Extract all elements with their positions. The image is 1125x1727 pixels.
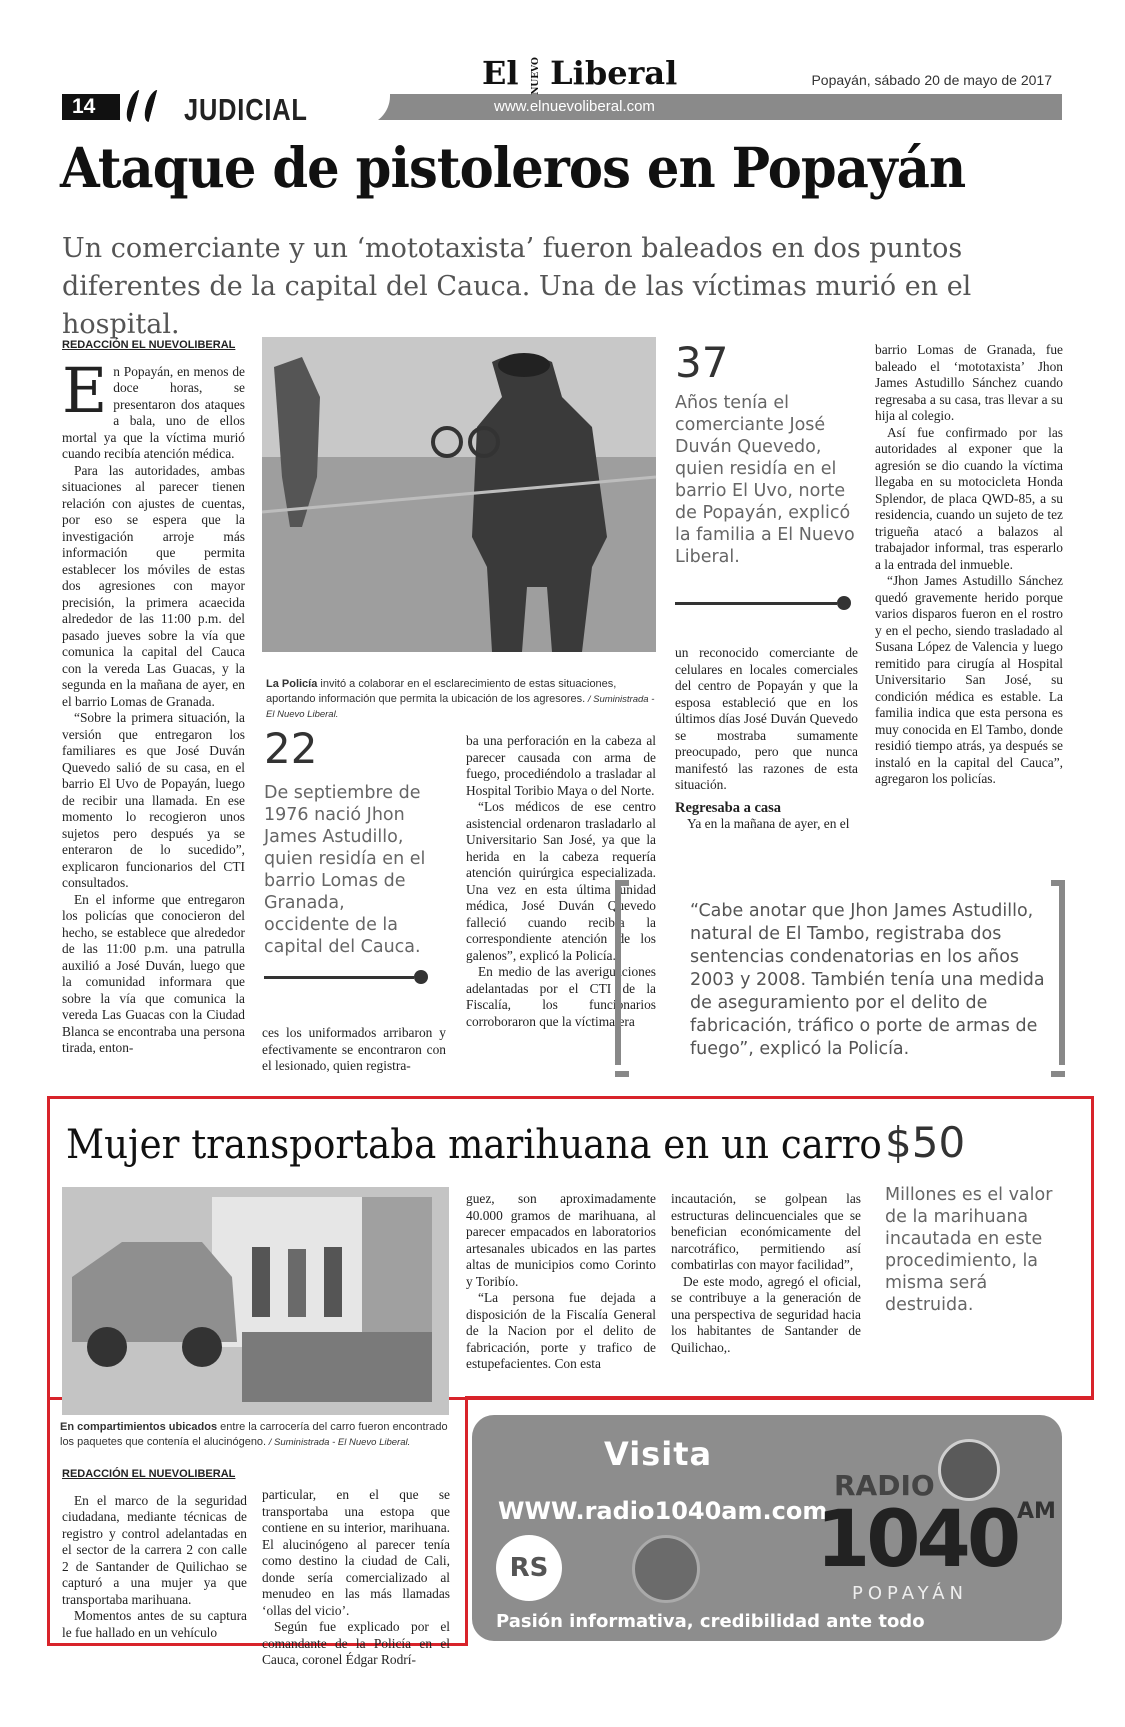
paragraph: ces los uniformados arribaron y efectivamente se encontraron con el lesionado, quien registra- [262, 1025, 446, 1073]
fact-number: 37 [675, 338, 729, 387]
photo-caption [60, 1420, 460, 1450]
article1-column-5 [875, 342, 1063, 850]
newspaper-logo [482, 54, 678, 95]
article2-column-2 [262, 1487, 450, 1667]
article1-column-4 [675, 645, 858, 860]
article1-column-1 [62, 337, 245, 1077]
fact-number: 22 [264, 724, 318, 773]
pull-quote: “Cabe anotar que Jhon James Astudillo, natural de El Tambo, registraba dos sentencias condenatorias en los años 2003 y 2008. También tenía una medida de aseguramiento por el delito de fabricación, tráfico o porte de armas de fuego”, explicó la Policía. [690, 901, 1045, 1059]
paragraph: “La persona fue dejada a disposición de la Fiscalía General de la Nacion por el delito de fabricación, porte y trafico de estupefacientes. Con esta [466, 1290, 656, 1371]
article2-column-3 [466, 1191, 656, 1386]
fact-dot [414, 970, 428, 984]
caption-credit: / Suministrada - El Nuevo Liberal. [266, 1437, 411, 1448]
byline: REDACCIÓN EL NUEVOLIBERAL [62, 1468, 236, 1480]
section-label: JUDICIAL [184, 92, 308, 127]
paragraph: “Sobre la primera situación, la versión que entregaron los familiares es que José Duván Quevedo salió de su casa, en el barrio El Uvo de Popayán, luego de recibir una llamada. En ese momento lo recogieron unos sujetos pero después ya se enteraron de lo sucedido”, explicaron funcionarios del CTI consultados. [62, 710, 245, 890]
paragraph: “Jhon James Astudillo Sánchez quedó gravemente herido porque varios disparos fueron en el rostro y en el pecho, siendo trasladado al Susana López de Valencia y luego remitido para cirugía al Hospital Universitario San José, su condición médica es estable. La familia indica que esta persona es muy conocida en El Tambo, donde residió tiempo atrás, ya después se instaló en la capital del Cauca”, agregaron los policías. [875, 573, 1063, 786]
police-photo-illustration [262, 337, 656, 652]
dateline: Popayán, sábado 20 de mayo de 2017 [811, 72, 1052, 88]
caption-lead: La Policía [266, 678, 318, 690]
fact-text: Millones es el valor de la marihuana incautada en este procedimiento, la misma será destruida. [885, 1185, 1053, 1315]
caption-text: entre la carrocería del carro fueron encontrado los paquetes que contenía el alucinógeno. [60, 1421, 448, 1448]
drop-cap: E [62, 353, 108, 427]
paragraph: n Popayán, en menos de doce horas, se presentaron dos ataques a bala, uno de ellos mortal ya que la víctima murió cuando recibía atención médica. [62, 363, 245, 461]
photo-caption [266, 677, 656, 722]
ad-url[interactable]: WWW.radio1040am.com [498, 1497, 828, 1525]
paragraph: Ya en la mañana de ayer, en el [687, 816, 850, 831]
article1-column-2 [262, 1025, 446, 1077]
paragraph: ba una perforación en la cabeza al parecer causada con arma de fuego, procediéndolo a trasladar al Hospital Toribio Maya o del Norte. [466, 733, 656, 798]
ad-radio-label: RADIO [834, 1469, 935, 1502]
ad-slogan: Pasión informativa, credibilidad ante todo [496, 1611, 925, 1632]
paragraph: De este modo, agregó el oficial, se contribuye a la generación de una perspectiva de seguridad hacia los habitantes de Santander de Quilichao,. [671, 1273, 861, 1355]
highlight-frame-divider [465, 1396, 1094, 1399]
seizure-photo [62, 1187, 449, 1415]
article2-column-1 [62, 1466, 247, 1641]
factbox-37 [675, 340, 857, 615]
logo-liberal: Liberal [550, 54, 678, 92]
paragraph: incautación, se golpean las estructuras delincuenciales que se benefician económicamente del narcotráfico, permitiendo así combatirlas con mayor facilidad”, [671, 1191, 861, 1272]
radio-advertisement[interactable] [472, 1415, 1062, 1641]
article2-headline: Mujer transportaba marihuana en un carro [66, 1122, 882, 1168]
paragraph: un reconocido comerciante de celulares en locales comerciales del centro de Popayán y que la esposa estableció que en los últimos días José Duván Quevedo se mostraba sumamente preocupado, pero que nunca manifestó las razones de esta situación. [675, 645, 858, 792]
caption-text: invitó a colaborar en el esclarecimiento de estas situaciones, aportando información que permita la ubicación de los agresores. [266, 678, 617, 705]
fact-dot [837, 596, 851, 610]
article-subhead: Un comerciante y un ‘mototaxista’ fueron baleados en dos puntos diferentes de la capital del Cauca. Una de las víctimas murió en el hospital. [62, 233, 972, 340]
paragraph: Para las autoridades, ambas situaciones al parecer tienen relación con ajustes de cuentas, por eso se espera que la investigación arroje más información que permita establecer los móviles de estas dos agresiones con mayor precisión, la primera acaecida alrededor de las 11:00 p.m. del pasado jueves sobre la vía que comunica la capital del Cauca con la vereda Las Guacas, y la segunda en la mañana de ayer, en el barrio Lomas de Granada. [62, 462, 245, 709]
site-url[interactable]: www.elnuevoliberal.com [494, 98, 655, 115]
fact-text: Años tenía el comerciante José Duván Quevedo, quien residía en el barrio El Uvo, norte de Popayán, explicó la familia a El Nuevo Liberal. [675, 393, 855, 567]
paragraph: Así fue confirmado por las autoridades al exponer que la agresión se dio cuando la víctima llegaba en su motocicleta Honda Splendor, de placa QWD-85, a su residencia, cuando un sujeto de tez trigueña atacó a balazos al trabajador informal, tras esperarlo a la entrada del inmueble. [875, 424, 1063, 572]
fact-number: $50 [885, 1118, 966, 1167]
station-emblem-icon [632, 1535, 700, 1603]
fact-rule [675, 602, 837, 605]
logo-el: El [482, 54, 519, 92]
logo-nuevo: NUEVO [530, 56, 541, 95]
caption-lead: En compartimientos ubicados [60, 1421, 218, 1433]
microphone-icon [938, 1439, 1000, 1501]
ad-city: POPAYÁN [852, 1583, 969, 1604]
police-photo [262, 337, 656, 652]
fact-rule [264, 976, 414, 979]
ad-am-label: AM [1017, 1499, 1056, 1524]
paragraph: “Los médicos de ese centro asistencial ordenaron trasladarlo al Universitario San José, ya que la herida en la cabeza requería atención quirúrgica especializada. Una vez en esta última unidad médica, José Duván Quevedo falleció cuando recibía la correspondiente atención de los galenos”, explicó la Policía. [466, 799, 656, 963]
paragraph: Según fue explicado por el comandante de la Policía en el Cauca, coronel Édgar Rodrí- [262, 1619, 450, 1667]
paragraph: En el marco de la seguridad ciudadana, mediante técnicas de registro y control adelantadas en el sector de la carrera 2 con calle 2 de Santander de Quilichao se capturó a una mujer ya que transportaba marihuana. [62, 1492, 247, 1607]
ad-frequency: 1040 [816, 1495, 1018, 1585]
byline: REDACCIÓN EL NUEVOLIBERAL [62, 339, 236, 351]
fact-text: De septiembre de 1976 nació Jhon James Astudillo, quien residía en el barrio Lomas de Granada, occidente de la capital del Cauca. [264, 783, 426, 957]
paragraph: En medio de las averiguaciones adelantadas por el CTI de la Fiscalía, los funcionarios corroboraron que la víctima era [466, 964, 656, 1029]
paragraph: guez, son aproximadamente 40.000 gramos de marihuana, al parecer empacados en laboratorios artesanales ubicados en las partes altas de municipios como Corinto y Toribío. [466, 1191, 656, 1289]
factbox-22 [264, 726, 432, 988]
paragraph: particular, en el que se transportaba una estopa que contiene en su interior, marihuana. El alucinógeno al parecer tenía como destino la ciudad de Cali, donde sería comercializado al menudeo en las más llamadas ‘ollas del vicio’. [262, 1487, 450, 1618]
masthead [62, 52, 1062, 127]
paragraph: En el informe que entregaron los policías que conocieron del hecho, se establece que alrededor de las 11:00 p.m. una patrulla auxilió a José Duván, luego que la comunidad informara que sobre la vía que comunica la vereda Las Guacas con la Ciudad Blanca se encontraba una persona tirada, enton- [62, 891, 245, 1055]
caption-credit: / Suministrada - El Nuevo Liberal. [266, 694, 655, 720]
factbox-50 [885, 1120, 1075, 1350]
page-number: 14 [62, 94, 120, 120]
seizure-photo-illustration [62, 1187, 449, 1415]
article2-column-4 [671, 1191, 861, 1386]
subtitle: Regresaba a casa [675, 799, 782, 816]
paragraph: barrio Lomas de Granada, fue baleado el ‘mototaxista’ Jhon James Astudillo Sánchez cuando regresaba a su casa, tras llevar a su hija al colegio. [875, 342, 1063, 423]
ad-visit-label: Visita [604, 1435, 713, 1473]
rs-logo-icon: RS [496, 1535, 562, 1601]
article-headline: Ataque de pistoleros en Popayán [60, 135, 966, 200]
paragraph: Momentos antes de su captura le fue hallado en un vehículo [62, 1608, 247, 1640]
